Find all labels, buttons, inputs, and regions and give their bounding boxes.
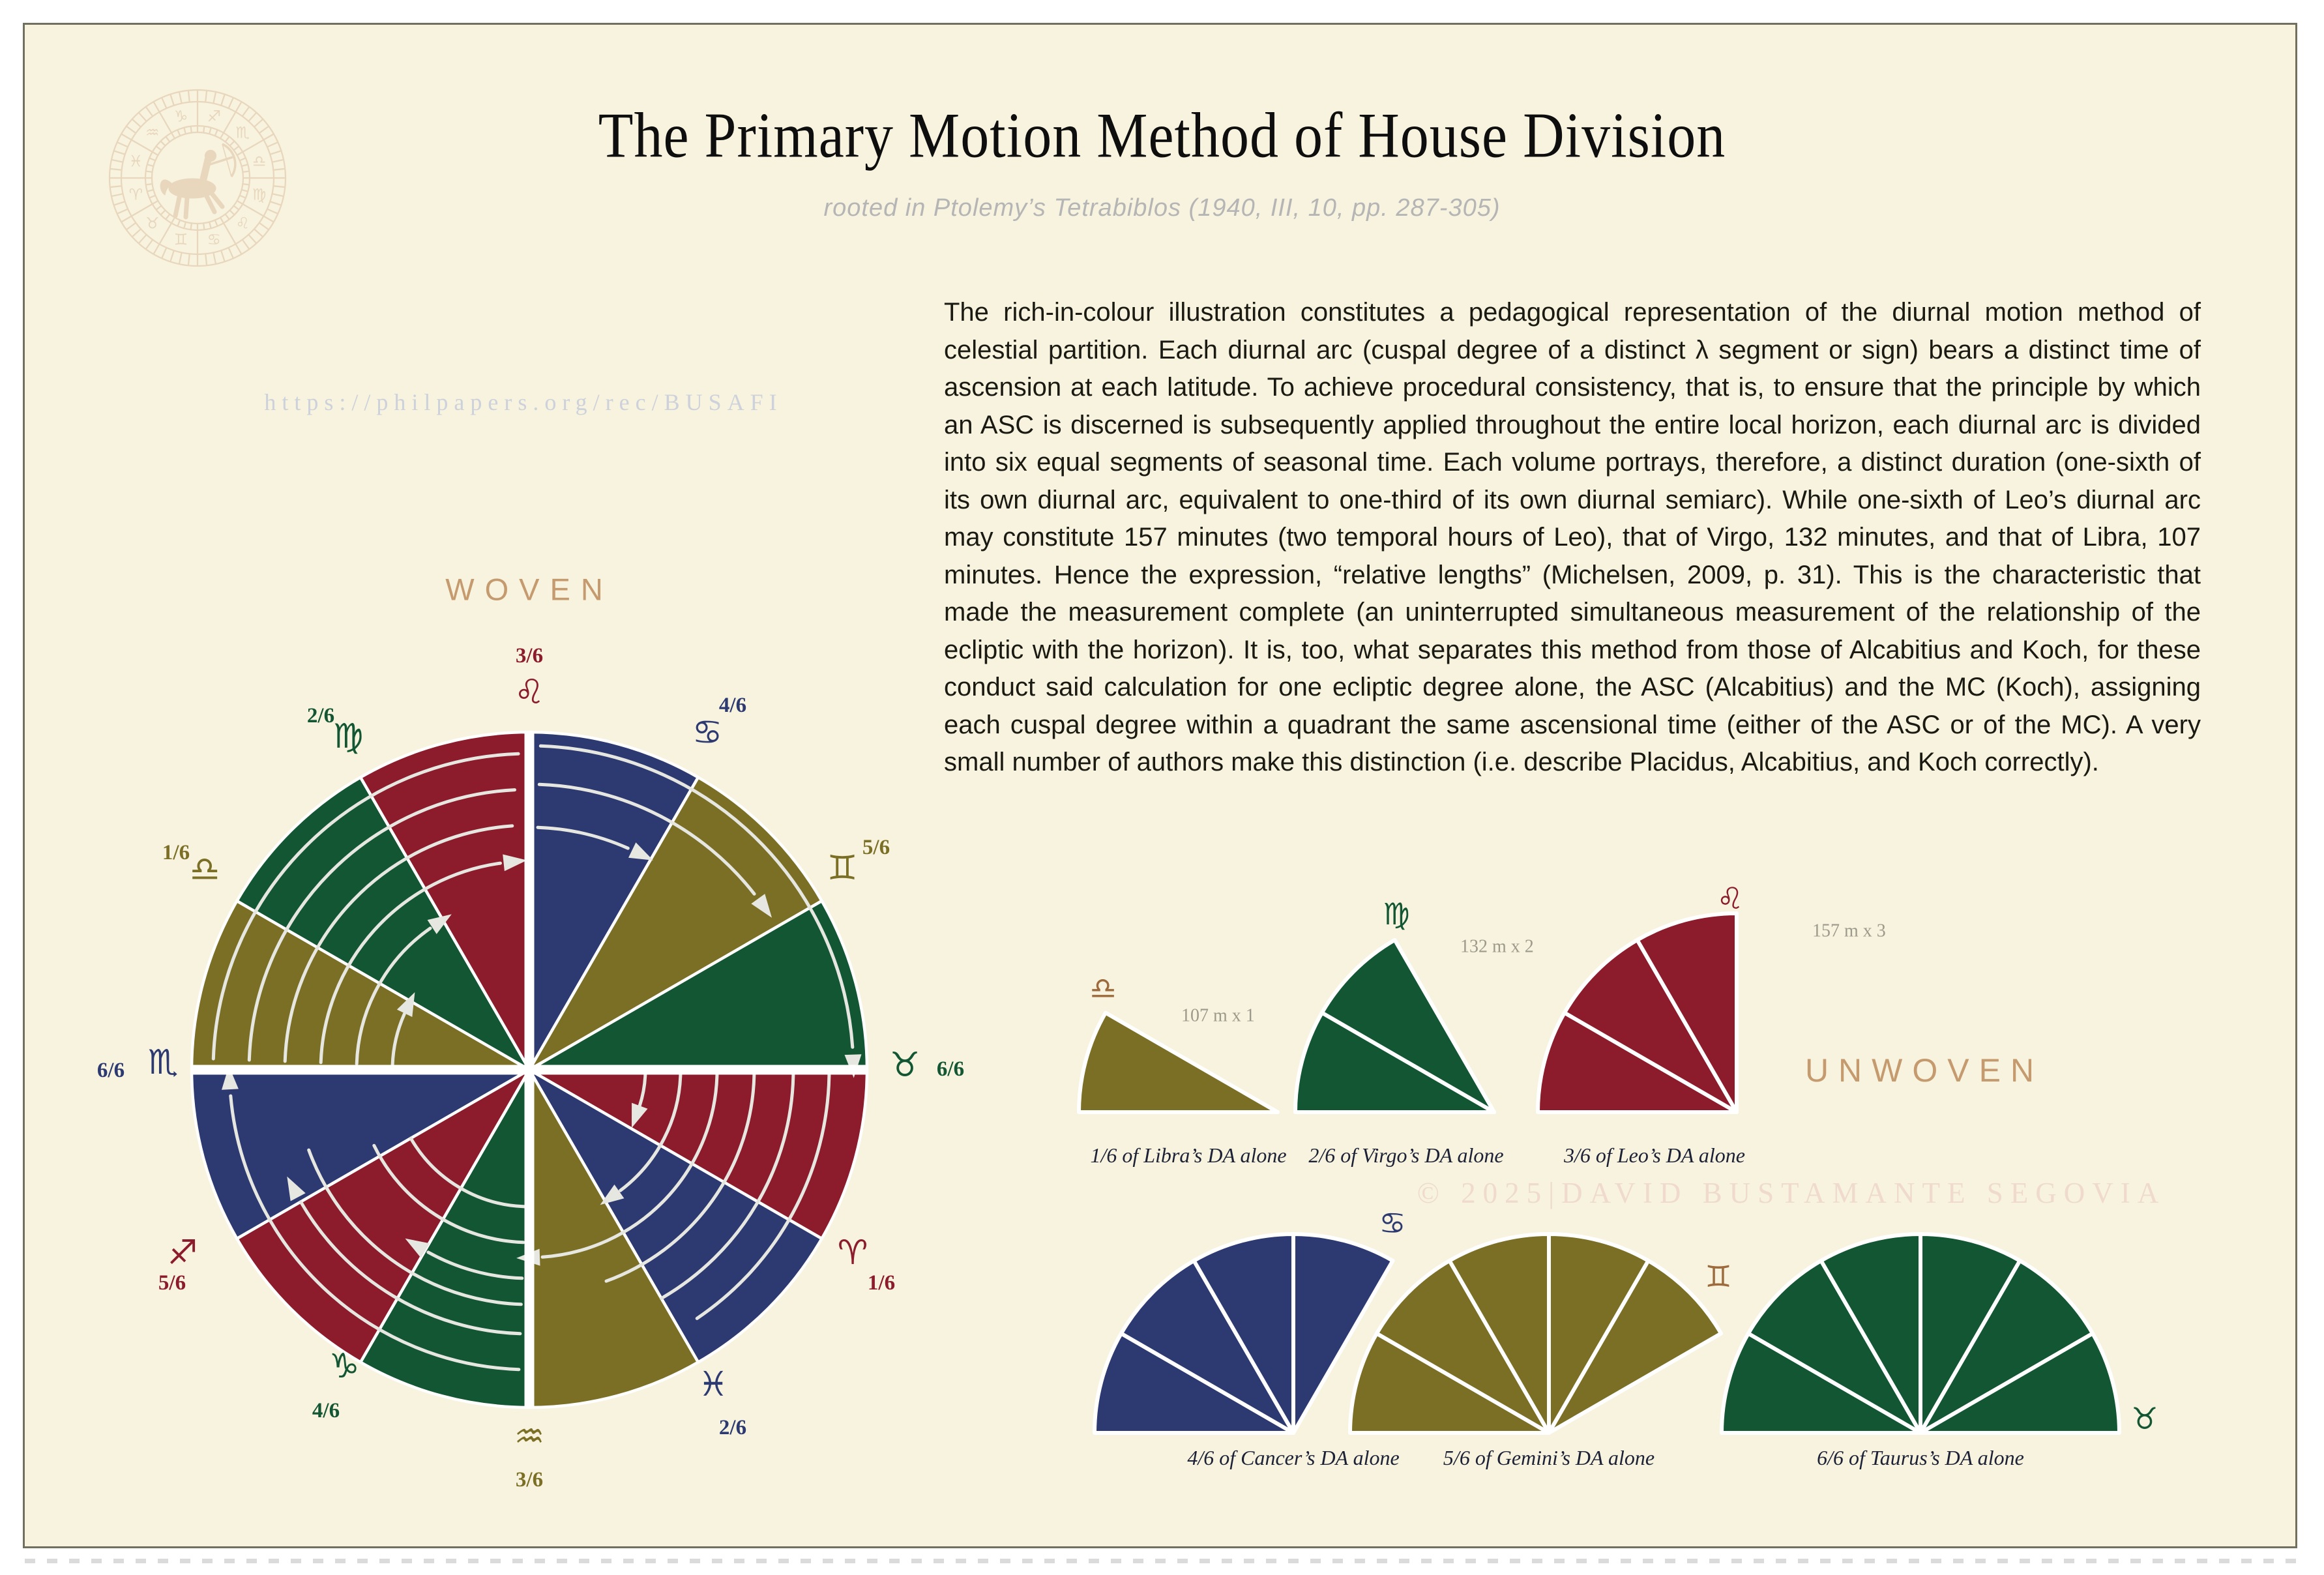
seal-zodiac-glyph: ♍ bbox=[252, 185, 267, 204]
seal-tick bbox=[179, 252, 182, 264]
seal-tick bbox=[191, 223, 192, 229]
fan-annotation-leo: 157 m x 3 bbox=[1812, 920, 1886, 941]
cusp-fraction-cancer: 4/6 bbox=[718, 694, 747, 717]
cusp-glyph-sagittarius: ♐ bbox=[167, 1233, 198, 1273]
fan-glyph-taurus: ♉ bbox=[2131, 1401, 2158, 1436]
poster-subtitle: rooted in Ptolemy’s Tetrabiblos (1940, III, 10, pp. 287-305) bbox=[823, 194, 1501, 222]
watermark-url: https://philpapers.org/rec/BUSAFI bbox=[264, 389, 783, 415]
seal-tick bbox=[154, 244, 160, 254]
cusp-glyph-capricorn: ♑ bbox=[329, 1347, 360, 1386]
seal-tick bbox=[243, 240, 250, 250]
fan-caption-libra: 1/6 of Libra’s DA alone bbox=[1090, 1143, 1287, 1167]
section-label-unwoven: UNWOVEN bbox=[1804, 1052, 2044, 1089]
seal-tick bbox=[110, 186, 122, 187]
cusp-glyph-virgo: ♍ bbox=[332, 717, 364, 756]
fan-annotation-libra: 107 m x 1 bbox=[1181, 1005, 1255, 1026]
seal-tick bbox=[248, 235, 256, 243]
seal-tick bbox=[139, 235, 147, 243]
bottom-cut-marks bbox=[25, 1559, 2297, 1563]
fan-glyph-virgo: ♍ bbox=[1383, 896, 1410, 932]
zodiac-wheel bbox=[97, 644, 964, 1492]
fan-taurus bbox=[1722, 1234, 2158, 1469]
cusp-glyph-aries: ♈ bbox=[837, 1233, 868, 1273]
cusp-glyph-taurus: ♉ bbox=[889, 1046, 920, 1085]
seal-zodiac-glyph: ♏ bbox=[235, 123, 250, 142]
seal-spoke bbox=[224, 223, 236, 244]
seal-tick bbox=[259, 223, 269, 230]
seal-zodiac-glyph: ♒ bbox=[145, 123, 160, 142]
cusp-glyph-leo: ♌ bbox=[514, 673, 545, 712]
seal-tick bbox=[221, 250, 225, 261]
fan-caption-gemini: 5/6 of Gemini’s DA alone bbox=[1443, 1446, 1655, 1469]
seal-spoke bbox=[160, 223, 172, 244]
fan-leo bbox=[1538, 881, 1886, 1167]
cusp-glyph-pisces: ♓ bbox=[698, 1365, 729, 1404]
seal-zodiac-glyph: ♋ bbox=[207, 230, 222, 249]
poster-title: The Primary Motion Method of House Division bbox=[598, 100, 1726, 171]
seal-tick bbox=[170, 250, 174, 261]
seal-tick bbox=[126, 223, 136, 230]
cusp-glyph-cancer: ♋ bbox=[692, 713, 723, 752]
fan-slice bbox=[1079, 1013, 1278, 1113]
cusp-fraction-pisces: 2/6 bbox=[718, 1416, 747, 1439]
cusp-glyph-scorpio: ♏ bbox=[147, 1043, 179, 1082]
cusp-fraction-aquarius: 3/6 bbox=[515, 1468, 544, 1492]
seal-tick bbox=[146, 240, 153, 250]
fan-annotation-virgo: 132 m x 2 bbox=[1460, 936, 1534, 957]
seal-zodiac-glyph: ♓ bbox=[128, 152, 143, 171]
seal-zodiac-glyph: ♌ bbox=[235, 214, 250, 233]
seal-tick bbox=[132, 229, 141, 237]
cusp-fraction-taurus: 6/6 bbox=[936, 1057, 965, 1081]
cusp-fraction-gemini: 5/6 bbox=[862, 836, 890, 859]
seal-tick bbox=[213, 252, 216, 264]
seal-zodiac-glyph: ♑ bbox=[173, 107, 188, 126]
cusp-fraction-libra: 1/6 bbox=[162, 841, 190, 864]
seal-tick bbox=[188, 254, 190, 265]
seal-zodiac-glyph: ♊ bbox=[173, 230, 188, 249]
fan-glyph-cancer: ♋ bbox=[1379, 1205, 1406, 1241]
seal-zodiac-glyph: ♐ bbox=[207, 107, 222, 126]
seal-tick bbox=[147, 190, 154, 192]
cusp-fraction-virgo: 2/6 bbox=[306, 704, 335, 728]
seal-tick bbox=[273, 186, 285, 187]
seal-tick bbox=[162, 248, 166, 258]
seal-tick bbox=[205, 254, 207, 265]
fan-glyph-gemini: ♊ bbox=[1705, 1259, 1732, 1294]
cusp-glyph-libra: ♎ bbox=[189, 850, 220, 889]
cusp-glyph-aquarius: ♒ bbox=[514, 1417, 545, 1456]
cusp-fraction-capricorn: 4/6 bbox=[312, 1399, 340, 1422]
seal-tick bbox=[184, 222, 186, 229]
fan-libra bbox=[1079, 971, 1287, 1167]
fan-caption-virgo: 2/6 of Virgo’s DA alone bbox=[1308, 1143, 1504, 1167]
seal-zodiac-glyph: ♈ bbox=[128, 185, 143, 204]
fan-virgo bbox=[1295, 896, 1534, 1167]
seal-tick bbox=[229, 248, 233, 258]
seal-zodiac-glyph: ♎ bbox=[252, 152, 267, 171]
fan-caption-leo: 3/6 of Leo’s DA alone bbox=[1564, 1143, 1745, 1167]
description-paragraph: The rich-in-colour illustration constitutes a pedagogical representation of the diurnal motion method of celestial partition. Each diurnal arc (cuspal degree of a distinct λ segment or sign) bears a distinct time of ascension at each latitude. To achieve procedural consistency, that is, to ensure that the principle by which an ASC is discerned is subsequently applied throughout the entire local horizon, each diurnal arc is divided into six equal segments of seasonal time. Each volume portrays, therefore, a distinct duration (one-sixth of its own diurnal arc, equivalent to one-third of its own diurnal semiarc). While one-sixth of Leo’s diurnal arc may constitute 157 minutes (two temporal hours of Leo), that of Virgo, 132 minutes, and that of Libra, 107 minutes. Hence the expression, “relative lengths” (Michelsen, 2009, p. 31). This is the characteristic that made the measurement complete (an uninterrupted simultaneous measurement of the relationship of the ecliptic with the horizon). It is, too, what separates this method from those of Alcabitius and Koch, for these conduct said calculation for one ecliptic degree alone, the ASC (Alcabitius) and the MC (Koch), assigning each cuspal degree within a quadrant the same ascensional time (either of the ASC or of the MC). A very small number of authors make this distinction (i.e. describe Placidus, Alcabitius, and Koch correctly). bbox=[944, 298, 2201, 776]
seal-tick bbox=[236, 244, 242, 254]
seal-tick bbox=[254, 229, 263, 237]
section-label-woven: WOVEN bbox=[445, 572, 613, 607]
fan-gemini bbox=[1350, 1234, 1732, 1469]
seal-tick bbox=[203, 223, 204, 229]
cusp-fraction-scorpio: 6/6 bbox=[96, 1059, 125, 1082]
fan-caption-cancer: 4/6 of Cancer’s DA alone bbox=[1187, 1446, 1400, 1469]
cusp-fraction-sagittarius: 5/6 bbox=[158, 1271, 186, 1295]
cusp-fraction-leo: 3/6 bbox=[515, 644, 544, 668]
fan-glyph-leo: ♌ bbox=[1716, 881, 1744, 916]
seal-tick bbox=[242, 190, 248, 192]
cusp-glyph-gemini: ♊ bbox=[827, 849, 858, 888]
seal-zodiac-glyph: ♉ bbox=[145, 214, 160, 233]
fan-caption-taurus: 6/6 of Taurus’s DA alone bbox=[1817, 1446, 2024, 1469]
seal-tick bbox=[209, 222, 211, 229]
watermark-copyright: © 2025|DAVID BUSTAMANTE SEGOVIA bbox=[1417, 1177, 2166, 1209]
cusp-fraction-aries: 1/6 bbox=[867, 1271, 896, 1295]
fan-glyph-libra: ♎ bbox=[1089, 971, 1117, 1006]
